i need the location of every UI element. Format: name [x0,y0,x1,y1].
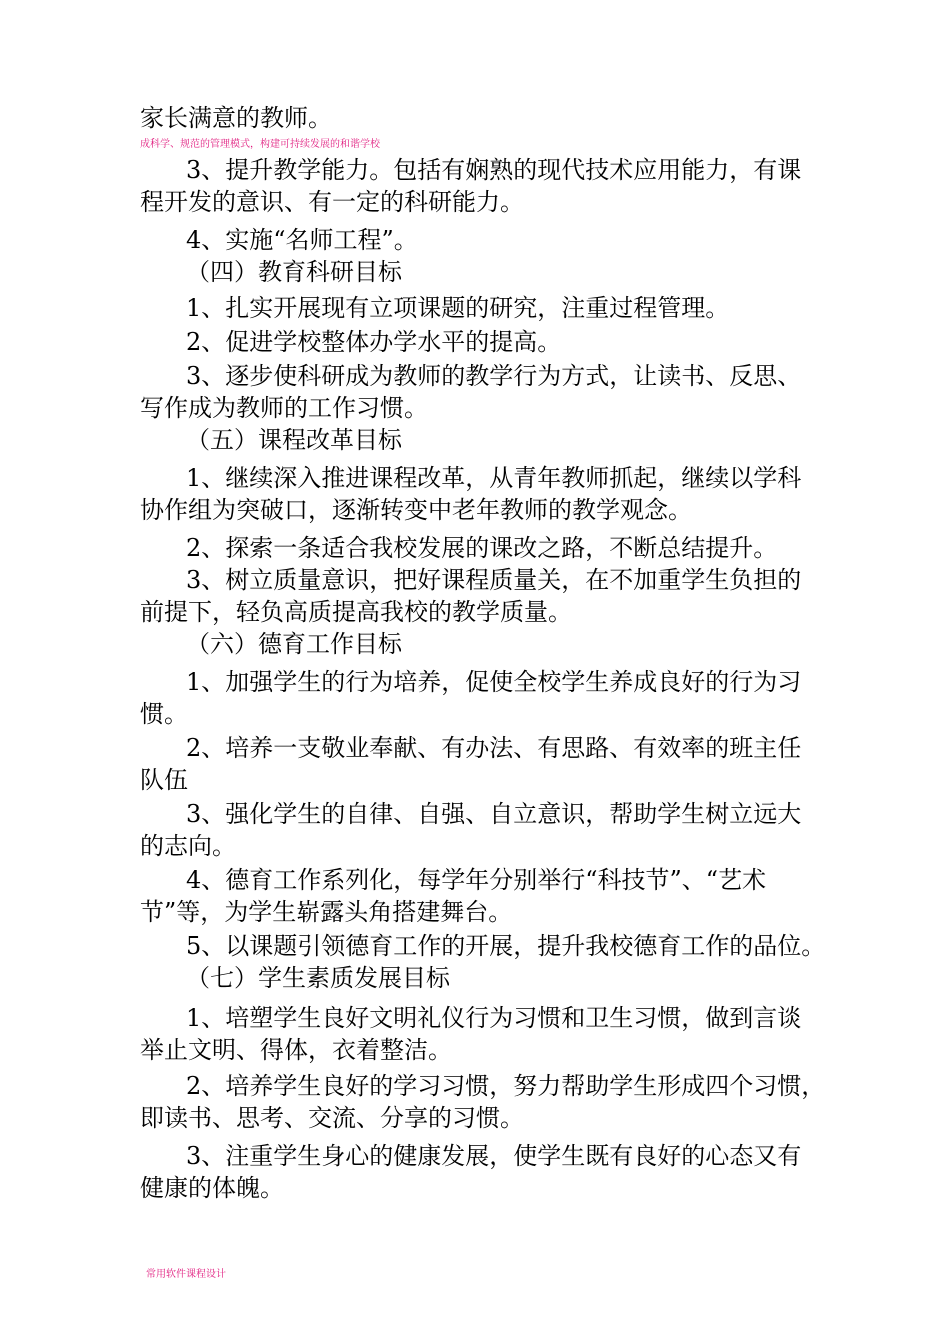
paragraph-line: 4、德育工作系列化，每学年分别举行“科技节”、“艺术 [186,866,767,894]
top-line: 家长满意的教师。 [140,104,332,132]
paragraph-line: 2、培养学生良好的学习习惯，努力帮助学生形成四个习惯， [186,1072,826,1100]
paragraph-line: 健康的体魄。 [140,1174,284,1202]
paragraph-line: 3、树立质量意识，把好课程质量关，在不加重学生负担的 [186,566,802,594]
paragraph-line: 3、注重学生身心的健康发展，使学生既有良好的心态又有 [186,1142,802,1170]
paragraph-line: 2、探索一条适合我校发展的课改之路，不断总结提升。 [186,534,778,562]
paragraph-line: 3、逐步使科研成为教师的教学行为方式，让读书、反思、 [186,362,802,390]
paragraph-line: 举止文明、得体，衣着整洁。 [140,1036,452,1064]
watermark-text: 成科学、规范的管理模式，构建可持续发展的和谐学校 [140,139,380,150]
paragraph-line: 1、加强学生的行为培养，促使全校学生养成良好的行为习 [186,668,802,696]
paragraph-line: 1、扎实开展现有立项课题的研究，注重过程管理。 [186,294,730,322]
section-heading: （七）学生素质发展目标 [186,964,450,992]
paragraph-line: 队伍 [140,766,188,794]
paragraph-line: 2、促进学校整体办学水平的提高。 [186,328,562,356]
section-heading: （四）教育科研目标 [186,258,402,286]
paragraph-line: 1、培塑学生良好文明礼仪行为习惯和卫生习惯，做到言谈 [186,1004,802,1032]
paragraph-line: 2、培养一支敬业奉献、有办法、有思路、有效率的班主任 [186,734,802,762]
paragraph-line: 程开发的意识、有一定的科研能力。 [140,188,524,216]
footer-text: 常用软件课程设计 [146,1269,226,1280]
section-heading: （五）课程改革目标 [186,426,402,454]
paragraph-line: 4、实施“名师工程”。 [186,226,418,254]
section-heading: （六）德育工作目标 [186,630,402,658]
paragraph-line: 节”等，为学生崭露头角搭建舞台。 [140,898,513,926]
paragraph-line: 5、以课题引领德育工作的开展，提升我校德育工作的品位。 [186,932,826,960]
paragraph-line: 即读书、思考、交流、分享的习惯。 [140,1104,524,1132]
paragraph-line: 的志向。 [140,832,236,860]
paragraph-line: 1、继续深入推进课程改革，从青年教师抓起，继续以学科 [186,464,802,492]
paragraph-line: 写作成为教师的工作习惯。 [140,394,428,422]
paragraph-line: 前提下，轻负高质提高我校的教学质量。 [140,598,572,626]
paragraph-line: 3、提升教学能力。包括有娴熟的现代技术应用能力，有课 [186,156,802,184]
paragraph-line: 3、强化学生的自律、自强、自立意识，帮助学生树立远大 [186,800,802,828]
paragraph-line: 惯。 [140,700,188,728]
paragraph-line: 协作组为突破口，逐渐转变中老年教师的教学观念。 [140,496,692,524]
